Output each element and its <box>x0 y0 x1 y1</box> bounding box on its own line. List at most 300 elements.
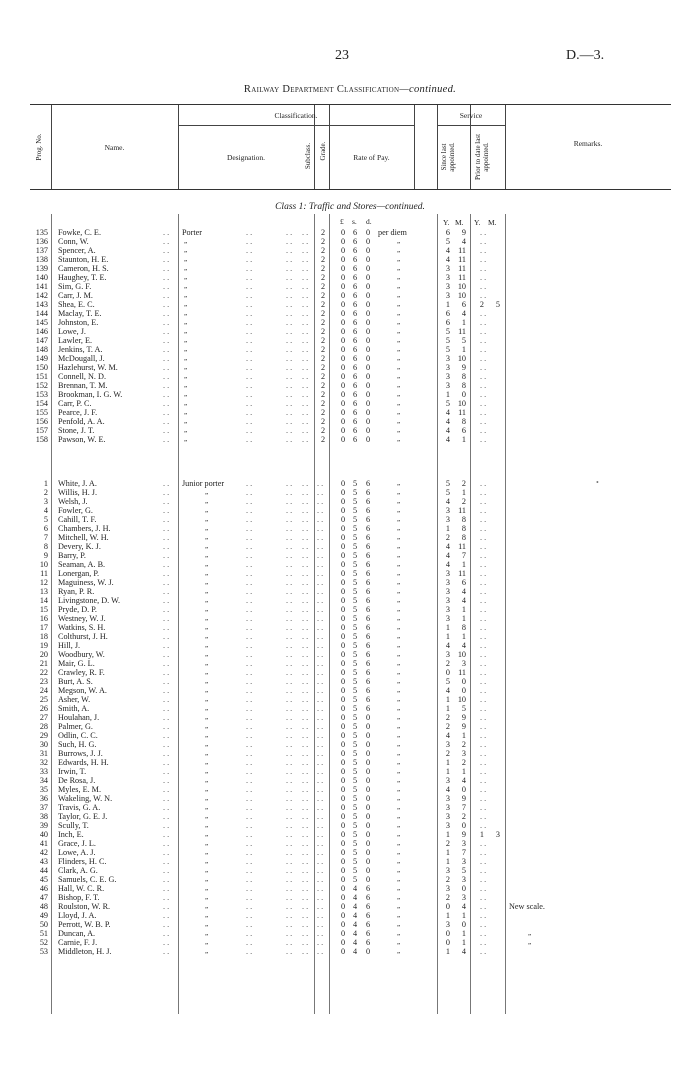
grade: 2 <box>320 309 326 318</box>
since-years: 1 <box>445 704 450 713</box>
pay-pounds: 0 <box>340 605 346 614</box>
leader-dots: . . <box>163 551 170 560</box>
prog-no: 9 <box>43 551 48 560</box>
since-months: 1 <box>461 767 466 776</box>
pay-pence: 6 <box>365 911 371 920</box>
leader-dots: . . <box>163 318 170 327</box>
table-row <box>0 740 700 749</box>
since-years: 3 <box>445 821 450 830</box>
pay-unit-ditto: „ <box>397 336 401 344</box>
leader-dots: . . <box>286 417 293 426</box>
designation-ditto: „ <box>205 713 209 721</box>
table-row <box>0 417 700 426</box>
pay-pence: 6 <box>365 695 371 704</box>
prog-no: 8 <box>43 542 48 551</box>
pay-pence: 0 <box>365 803 371 812</box>
leader-dots: . . <box>163 659 170 668</box>
designation-ditto: „ <box>205 677 209 685</box>
leader-dots: . . <box>480 309 487 318</box>
leader-dots: . . <box>302 848 309 857</box>
leader-dots: . . <box>163 722 170 731</box>
leader-dots: . . <box>302 255 309 264</box>
employee-name: Ryan, P. R. <box>58 587 95 596</box>
leader-dots: . . <box>286 722 293 731</box>
since-years: 2 <box>445 749 450 758</box>
table-row <box>0 506 700 515</box>
employee-name: Lowe, J. <box>58 327 86 336</box>
pay-pounds: 0 <box>340 875 346 884</box>
pay-pence: 6 <box>365 929 371 938</box>
since-months: 0 <box>461 821 466 830</box>
table-row <box>0 578 700 587</box>
leader-dots: . . <box>302 354 309 363</box>
table-row <box>0 776 700 785</box>
designation-ditto: „ <box>184 399 188 407</box>
leader-dots: . . <box>286 776 293 785</box>
designation-ditto: „ <box>205 785 209 793</box>
leader-dots: . . <box>246 551 253 560</box>
pay-pence: 0 <box>365 399 371 408</box>
leader-dots: . . <box>286 569 293 578</box>
pay-shillings: 6 <box>352 255 358 264</box>
pay-pounds: 0 <box>340 435 346 444</box>
since-years: 5 <box>445 488 450 497</box>
prog-no: 25 <box>39 695 48 704</box>
leader-dots: . . <box>480 794 487 803</box>
leader-dots: . . <box>317 632 324 641</box>
prog-no: 152 <box>35 381 48 390</box>
since-years: 4 <box>445 426 450 435</box>
pay-pounds: 0 <box>340 947 346 956</box>
since-years: 4 <box>445 542 450 551</box>
grade: 2 <box>320 345 326 354</box>
grade: 2 <box>320 318 326 327</box>
pay-pence: 6 <box>365 641 371 650</box>
leader-dots: . . <box>163 767 170 776</box>
designation-ditto: „ <box>205 632 209 640</box>
leader-dots: . . <box>302 596 309 605</box>
designation-ditto: „ <box>205 803 209 811</box>
leader-dots: . . <box>480 479 487 488</box>
pay-pence: 0 <box>365 354 371 363</box>
pay-pence: 0 <box>365 282 371 291</box>
leader-dots: . . <box>246 695 253 704</box>
leader-dots: . . <box>317 803 324 812</box>
leader-dots: . . <box>302 551 309 560</box>
pay-pounds: 0 <box>340 551 346 560</box>
since-months: 1 <box>461 632 466 641</box>
leader-dots: . . <box>302 875 309 884</box>
leader-dots: . . <box>163 264 170 273</box>
pay-shillings: 4 <box>352 947 358 956</box>
leader-dots: . . <box>286 372 293 381</box>
leader-dots: . . <box>286 875 293 884</box>
grade: 2 <box>320 336 326 345</box>
since-months: 1 <box>461 614 466 623</box>
leader-dots: . . <box>246 821 253 830</box>
pay-pounds: 0 <box>340 228 346 237</box>
prog-no: 144 <box>35 309 48 318</box>
leader-dots: . . <box>286 578 293 587</box>
leader-dots: . . <box>480 408 487 417</box>
since-years: 5 <box>445 399 450 408</box>
prior-months: 5 <box>495 300 500 309</box>
leader-dots: . . <box>163 228 170 237</box>
pay-pounds: 0 <box>340 542 346 551</box>
leader-dots: . . <box>286 273 293 282</box>
leader-dots: . . <box>480 911 487 920</box>
leader-dots: . . <box>286 524 293 533</box>
leader-dots: . . <box>246 875 253 884</box>
leader-dots: . . <box>302 578 309 587</box>
leader-dots: . . <box>246 560 253 569</box>
leader-dots: . . <box>163 839 170 848</box>
leader-dots: . . <box>246 282 253 291</box>
since-months: 10 <box>457 695 466 704</box>
leader-dots: . . <box>286 381 293 390</box>
leader-dots: . . <box>163 803 170 812</box>
table-row <box>0 839 700 848</box>
pay-pence: 6 <box>365 614 371 623</box>
leader-dots: . . <box>302 390 309 399</box>
prog-no: 21 <box>39 659 48 668</box>
since-years: 2 <box>445 533 450 542</box>
employee-name: Hazlehurst, W. M. <box>58 363 118 372</box>
header-designation: Designation. <box>226 153 266 162</box>
leader-dots: . . <box>480 596 487 605</box>
leader-dots: . . <box>302 722 309 731</box>
pay-shillings: 5 <box>352 605 358 614</box>
employee-name: Fowke, C. E. <box>58 228 101 237</box>
leader-dots: . . <box>302 821 309 830</box>
pay-shillings: 6 <box>352 408 358 417</box>
pay-pence: 0 <box>365 426 371 435</box>
header-grade: Grade. <box>319 141 327 161</box>
leader-dots: . . <box>480 929 487 938</box>
leader-dots: . . <box>163 399 170 408</box>
since-years: 3 <box>445 372 450 381</box>
grade: 2 <box>320 372 326 381</box>
pay-shillings: 5 <box>352 650 358 659</box>
table-row <box>0 623 700 632</box>
since-months: 4 <box>461 587 466 596</box>
leader-dots: . . <box>286 479 293 488</box>
leader-dots: . . <box>480 803 487 812</box>
pay-pounds: 0 <box>340 623 346 632</box>
unit-pound: £ <box>340 217 344 226</box>
pay-shillings: 6 <box>352 345 358 354</box>
leader-dots: . . <box>286 515 293 524</box>
leader-dots: . . <box>286 399 293 408</box>
leader-dots: . . <box>246 749 253 758</box>
leader-dots: . . <box>317 911 324 920</box>
employee-name: McDougall, J. <box>58 354 105 363</box>
since-months: 1 <box>461 488 466 497</box>
pay-pence: 0 <box>365 237 371 246</box>
pay-unit-ditto: „ <box>397 623 401 631</box>
pay-shillings: 5 <box>352 479 358 488</box>
prog-no: 31 <box>39 749 48 758</box>
employee-name: Edwards, H. H. <box>58 758 109 767</box>
leader-dots: . . <box>302 650 309 659</box>
since-months: 1 <box>461 560 466 569</box>
employee-name: Brookman, I. G. W. <box>58 390 123 399</box>
pay-pence: 0 <box>365 345 371 354</box>
designation-ditto: „ <box>205 722 209 730</box>
designation-ditto: „ <box>205 830 209 838</box>
leader-dots: . . <box>302 812 309 821</box>
leader-dots: . . <box>163 435 170 444</box>
since-years: 0 <box>445 668 450 677</box>
leader-dots: . . <box>317 614 324 623</box>
leader-dots: . . <box>302 408 309 417</box>
pay-shillings: 6 <box>352 381 358 390</box>
pay-unit-ditto: „ <box>397 695 401 703</box>
designation-ditto: „ <box>205 506 209 514</box>
employee-name: Fowler, G. <box>58 506 93 515</box>
pay-shillings: 5 <box>352 596 358 605</box>
leader-dots: . . <box>286 587 293 596</box>
leader-dots: . . <box>302 282 309 291</box>
prog-no: 138 <box>35 255 48 264</box>
leader-dots: . . <box>480 713 487 722</box>
leader-dots: . . <box>246 533 253 542</box>
leader-dots: . . <box>286 749 293 758</box>
pay-pounds: 0 <box>340 650 346 659</box>
designation-ditto: „ <box>184 417 188 425</box>
leader-dots: . . <box>163 785 170 794</box>
margin-mark: • <box>596 478 599 487</box>
header-name: Name. <box>104 143 125 152</box>
leader-dots: . . <box>286 408 293 417</box>
leader-dots: . . <box>480 569 487 578</box>
since-years: 4 <box>445 408 450 417</box>
designation-ditto: „ <box>184 327 188 335</box>
leader-dots: . . <box>246 345 253 354</box>
pay-pence: 0 <box>365 740 371 749</box>
since-months: 1 <box>461 318 466 327</box>
leader-dots: . . <box>286 695 293 704</box>
pay-unit-ditto: „ <box>397 551 401 559</box>
designation-ditto: „ <box>205 794 209 802</box>
pay-pence: 0 <box>365 228 371 237</box>
pay-unit-ditto: „ <box>397 704 401 712</box>
employee-name: Westney, W. J. <box>58 614 106 623</box>
leader-dots: . . <box>302 327 309 336</box>
leader-dots: . . <box>246 327 253 336</box>
since-months: 9 <box>461 713 466 722</box>
employee-name: Crawley, R. F. <box>58 668 105 677</box>
pay-pence: 6 <box>365 560 371 569</box>
pay-pounds: 0 <box>340 291 346 300</box>
pay-pence: 0 <box>365 947 371 956</box>
leader-dots: . . <box>480 884 487 893</box>
pay-shillings: 6 <box>352 399 358 408</box>
table-row <box>0 524 700 533</box>
designation-ditto: „ <box>205 812 209 820</box>
leader-dots: . . <box>163 381 170 390</box>
leader-dots: . . <box>480 560 487 569</box>
table-row <box>0 866 700 875</box>
leader-dots: . . <box>163 426 170 435</box>
pay-unit-ditto: „ <box>397 785 401 793</box>
employee-name: Johnston, E. <box>58 318 99 327</box>
prog-no: 38 <box>39 812 48 821</box>
leader-dots: . . <box>317 704 324 713</box>
leader-dots: . . <box>480 524 487 533</box>
leader-dots: . . <box>163 758 170 767</box>
leader-dots: . . <box>286 354 293 363</box>
leader-dots: . . <box>480 632 487 641</box>
table-row <box>0 695 700 704</box>
since-months: 11 <box>458 246 466 255</box>
employee-name: Stone, J. T. <box>58 426 95 435</box>
leader-dots: . . <box>246 596 253 605</box>
grade: 2 <box>320 363 326 372</box>
grade: 2 <box>320 354 326 363</box>
pay-pence: 0 <box>365 875 371 884</box>
leader-dots: . . <box>246 255 253 264</box>
pay-unit-ditto: „ <box>397 435 401 443</box>
prog-no: 5 <box>43 515 48 524</box>
leader-dots: . . <box>480 668 487 677</box>
leader-dots: . . <box>246 830 253 839</box>
pay-unit-ditto: „ <box>397 767 401 775</box>
since-months: 0 <box>461 785 466 794</box>
grade: 2 <box>320 273 326 282</box>
leader-dots: . . <box>163 848 170 857</box>
pay-pence: 6 <box>365 605 371 614</box>
leader-dots: . . <box>246 713 253 722</box>
since-months: 7 <box>461 803 466 812</box>
since-months: 8 <box>461 623 466 632</box>
grade: 2 <box>320 390 326 399</box>
since-months: 6 <box>461 578 466 587</box>
leader-dots: . . <box>286 605 293 614</box>
table-row <box>0 767 700 776</box>
leader-dots: . . <box>302 417 309 426</box>
remark-ditto: „ <box>528 929 532 937</box>
leader-dots: . . <box>317 812 324 821</box>
pay-unit-ditto: „ <box>397 902 401 910</box>
table-row <box>0 731 700 740</box>
designation-ditto: „ <box>184 300 188 308</box>
prog-no: 157 <box>35 426 48 435</box>
leader-dots: . . <box>163 363 170 372</box>
table-row <box>0 749 700 758</box>
leader-dots: . . <box>286 300 293 309</box>
since-years: 3 <box>445 650 450 659</box>
table-row <box>0 390 700 399</box>
pay-unit-ditto: „ <box>397 947 401 955</box>
table-row <box>0 497 700 506</box>
pay-pounds: 0 <box>340 902 346 911</box>
table-row <box>0 722 700 731</box>
since-months: 11 <box>458 408 466 417</box>
leader-dots: . . <box>246 668 253 677</box>
pay-shillings: 5 <box>352 758 358 767</box>
pay-shillings: 5 <box>352 668 358 677</box>
pay-unit-ditto: „ <box>397 866 401 874</box>
leader-dots: . . <box>246 884 253 893</box>
leader-dots: . . <box>246 920 253 929</box>
leader-dots: . . <box>246 794 253 803</box>
prog-no: 153 <box>35 390 48 399</box>
designation-ditto: „ <box>205 524 209 532</box>
leader-dots: . . <box>286 677 293 686</box>
leader-dots: . . <box>480 767 487 776</box>
prog-no: 30 <box>39 740 48 749</box>
pay-shillings: 4 <box>352 920 358 929</box>
employee-name: Spencer, A. <box>58 246 96 255</box>
pay-shillings: 5 <box>352 506 358 515</box>
leader-dots: . . <box>246 417 253 426</box>
since-months: 0 <box>461 686 466 695</box>
since-years: 3 <box>445 596 450 605</box>
leader-dots: . . <box>317 569 324 578</box>
leader-dots: . . <box>317 596 324 605</box>
leader-dots: . . <box>317 857 324 866</box>
leader-dots: . . <box>163 902 170 911</box>
leader-dots: . . <box>286 893 293 902</box>
leader-dots: . . <box>480 641 487 650</box>
grade: 2 <box>320 237 326 246</box>
since-years: 4 <box>445 497 450 506</box>
leader-dots: . . <box>302 893 309 902</box>
leader-dots: . . <box>317 749 324 758</box>
employee-name: Mair, G. L. <box>58 659 95 668</box>
employee-name: Duncan, A. <box>58 929 96 938</box>
leader-dots: . . <box>317 839 324 848</box>
leader-dots: . . <box>286 551 293 560</box>
leader-dots: . . <box>286 560 293 569</box>
pay-pence: 6 <box>365 650 371 659</box>
table-row <box>0 237 700 246</box>
leader-dots: . . <box>246 911 253 920</box>
grade: 2 <box>320 381 326 390</box>
pay-pounds: 0 <box>340 300 346 309</box>
pay-unit-ditto: „ <box>397 911 401 919</box>
pay-unit-ditto: „ <box>397 920 401 928</box>
designation-ditto: „ <box>205 758 209 766</box>
prog-no: 148 <box>35 345 48 354</box>
leader-dots: . . <box>302 291 309 300</box>
leader-dots: . . <box>302 542 309 551</box>
since-months: 4 <box>461 641 466 650</box>
pay-pence: 6 <box>365 632 371 641</box>
prog-no: 3 <box>43 497 48 506</box>
pay-unit-ditto: „ <box>397 776 401 784</box>
employee-name: Perrott, W. B. P. <box>58 920 111 929</box>
since-years: 3 <box>445 506 450 515</box>
leader-dots: . . <box>480 354 487 363</box>
prog-no: 17 <box>39 623 48 632</box>
pay-shillings: 6 <box>352 363 358 372</box>
since-months: 2 <box>461 479 466 488</box>
since-months: 2 <box>461 497 466 506</box>
pay-shillings: 6 <box>352 327 358 336</box>
designation-ditto: „ <box>205 578 209 586</box>
employee-name: Jenkins, T. A. <box>58 345 103 354</box>
leader-dots: . . <box>480 497 487 506</box>
since-months: 4 <box>461 237 466 246</box>
pay-shillings: 6 <box>352 282 358 291</box>
leader-dots: . . <box>286 821 293 830</box>
leader-dots: . . <box>317 884 324 893</box>
leader-dots: . . <box>480 345 487 354</box>
grade: 2 <box>320 246 326 255</box>
header-prior-to-last: Prior to date last appointed. <box>474 133 490 181</box>
